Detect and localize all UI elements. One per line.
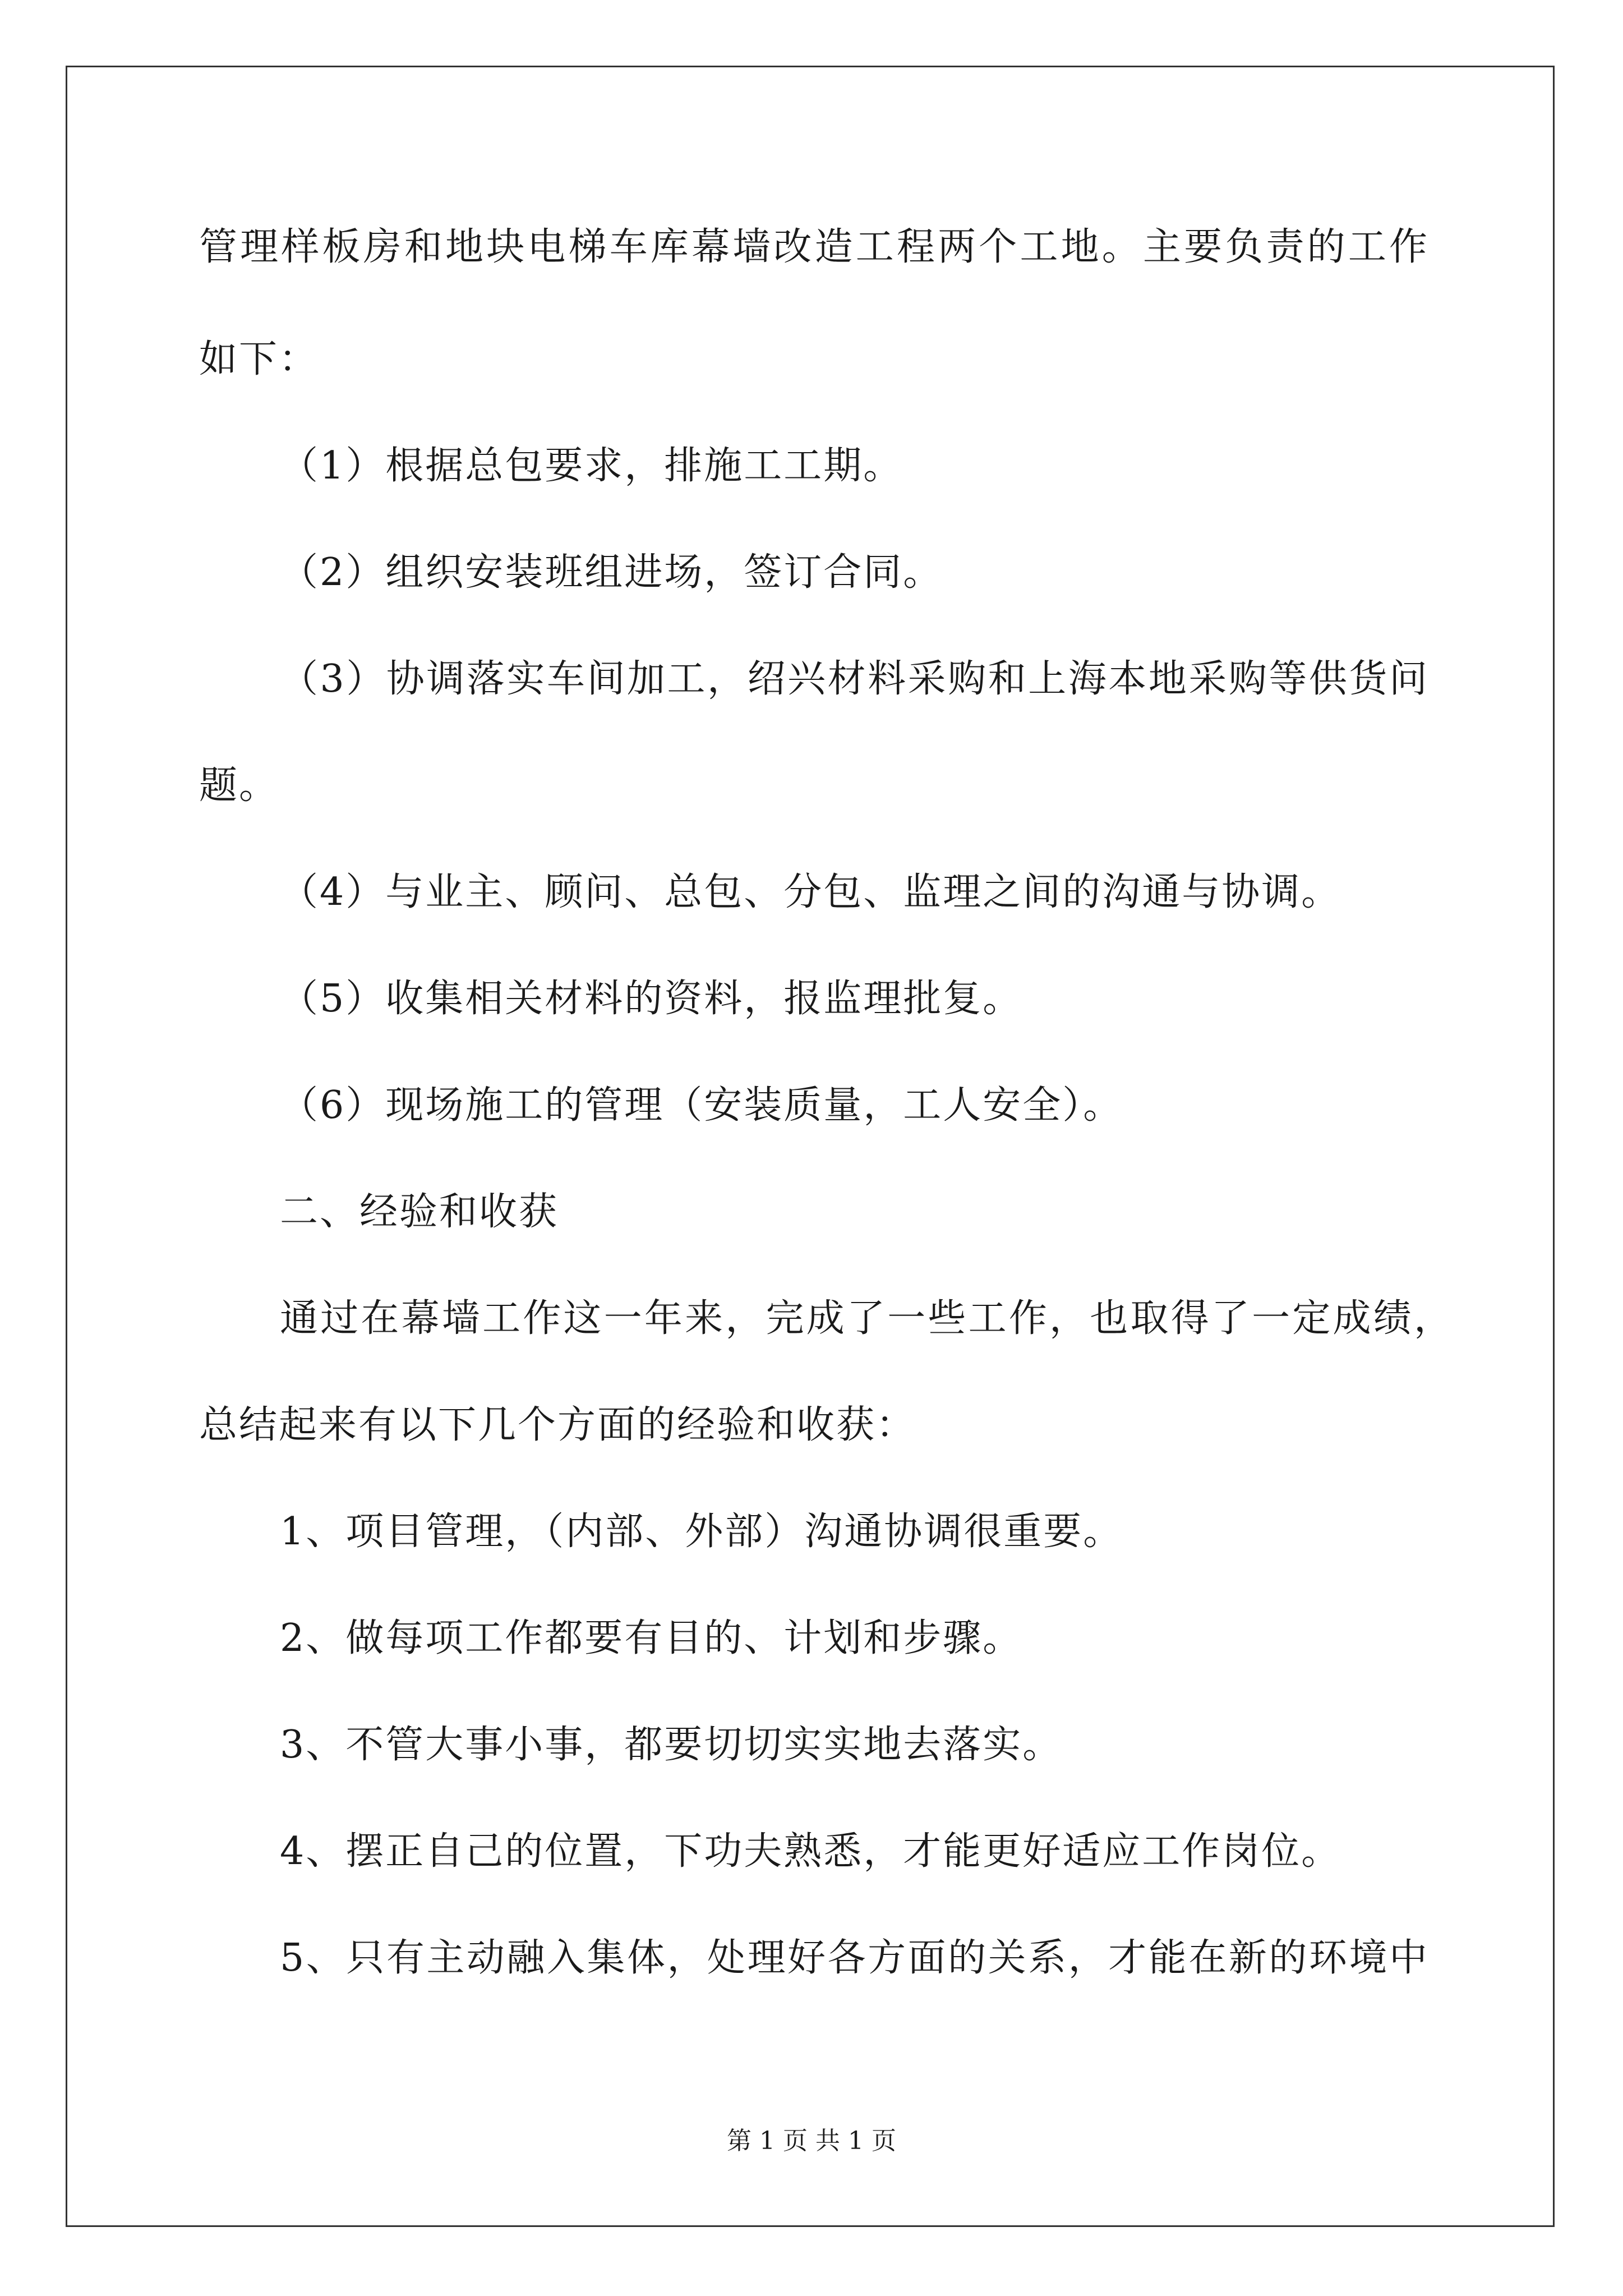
list-item-4: （4）与业主、顾问、总包、分包、监理之间的沟通与协调。	[280, 870, 1341, 914]
list-item-5: （5）收集相关材料的资料，报监理批复。	[280, 977, 1023, 1021]
section-heading: 二、经验和收获	[280, 1190, 559, 1234]
body-paragraph-line-1: 通过在幕墙工作这一年来，完成了一些工作，也取得了一定成绩，	[280, 1296, 1452, 1341]
body-line-1: 管理样板房和地块电梯车库幕墙改造工程两个工地。主要负责的工作	[199, 225, 1427, 269]
page-border	[66, 66, 1555, 2227]
list-item-3: （3）协调落实车间加工，绍兴材料采购和上海本地采购等供货问	[280, 657, 1427, 701]
body-paragraph-line-2: 总结起来有以下几个方面的经验和收获：	[199, 1403, 916, 1447]
list-item-1: （1）根据总包要求，排施工工期。	[280, 444, 903, 488]
experience-item-3: 3、不管大事小事，都要切切实实地去落实。	[280, 1723, 1063, 1767]
experience-item-5: 5、只有主动融入集体，处理好各方面的关系，才能在新的环境中	[280, 1936, 1427, 1980]
experience-item-4: 4、摆正自己的位置，下功夫熟悉，才能更好适应工作岗位。	[280, 1829, 1341, 1874]
experience-item-2: 2、做每项工作都要有目的、计划和步骤。	[280, 1616, 1023, 1660]
page-footer: 第 1 页 共 1 页	[727, 2127, 896, 2155]
list-item-3-cont: 题。	[199, 763, 279, 808]
list-item-2: （2）组织安装班组进场，签订合同。	[280, 550, 943, 595]
body-line-2: 如下：	[199, 337, 319, 381]
experience-item-1: 1、项目管理，（内部、外部）沟通协调很重要。	[280, 1510, 1123, 1554]
list-item-6: （6）现场施工的管理（安装质量，工人安全）。	[280, 1083, 1123, 1128]
